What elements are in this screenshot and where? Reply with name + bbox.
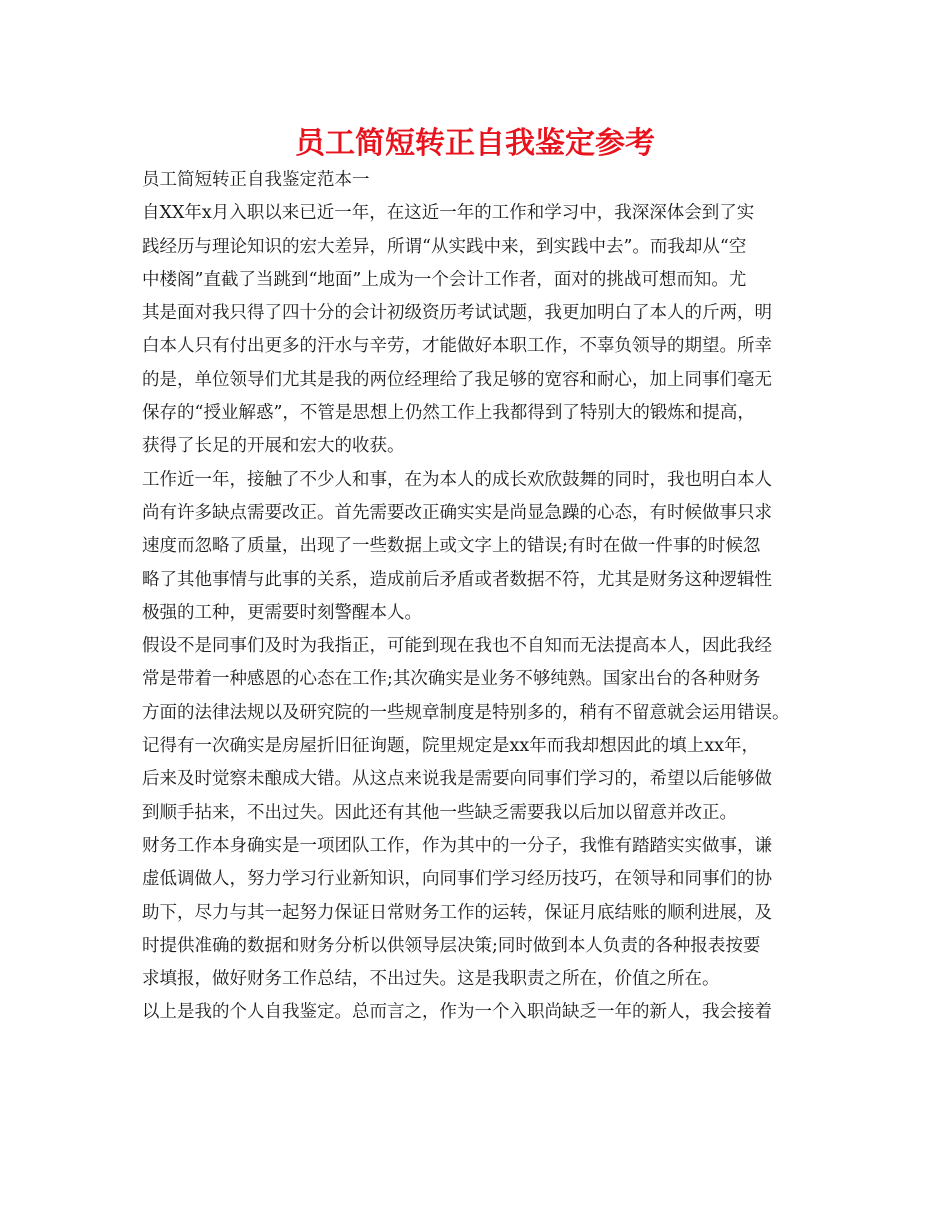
document-body [142,164,814,1030]
body-line: 以上是我的个人自我鉴定。总而言之，作为一个入职尚缺乏一年的新人，我会接着 [142,1002,772,1023]
body-line: 践经历与理论知识的宏大差异，所谓“从实践中来，到实践中去”。而我却从“空 [142,236,747,257]
body-line: 时提供准确的数据和财务分析以供领导层决策;同时做到本人负责的各种报表按要 [142,935,761,956]
body-line: 求填报，做好财务工作总结，不出过失。这是我职责之所在，价值之所在。 [142,969,720,990]
body-line: 自XX年x月入职以来已近一年，在这近一年的工作和学习中，我深深体会到了实 [142,203,755,224]
body-line: 速度而忽略了质量，出现了一些数据上或文字上的错误;有时在做一件事的时候忽 [142,536,761,557]
body-line: 保存的“授业解惑”，不管是思想上仍然工作上我都得到了特别大的锻炼和提高， [142,403,755,424]
body-line: 获得了长足的开展和宏大的收获。 [142,436,405,457]
body-line: 记得有一次确实是房屋折旧征询题，院里规定是xx年而我却想因此的填上xx年， [142,736,759,757]
body-line: 极强的工种，更需要时刻警醒本人。 [142,602,422,623]
body-line: 到顺手拈来，不出过失。因此还有其他一些缺乏需要我以后加以留意并改正。 [142,802,737,823]
body-line: 白本人只有付出更多的汗水与辛劳，才能做好本职工作，不辜负领导的期望。所幸 [142,336,772,357]
body-line: 假设不是同事们及时为我指正，可能到现在我也不自知而无法提高本人，因此我经 [142,636,772,657]
body-line: 方面的法律法规以及研究院的一些规章制度是特别多的，稍有不留意就会运用错误。 [142,702,790,723]
body-line: 略了其他事情与此事的关系，造成前后矛盾或者数据不符，尤其是财务这种逻辑性 [142,569,772,590]
body-line: 尚有许多缺点需要改正。首先需要改正确实实是尚显急躁的心态，有时候做事只求 [142,502,772,523]
body-line: 工作近一年，接触了不少人和事，在为本人的成长欢欣鼓舞的同时，我也明白本人 [142,469,772,490]
body-line: 后来及时觉察未酿成大错。从这点来说我是需要向同事们学习的，希望以后能够做 [142,769,772,790]
body-line: 虚低调做人，努力学习行业新知识，向同事们学习经历技巧，在领导和同事们的协 [142,869,772,890]
body-line: 其是面对我只得了四十分的会计初级资历考试试题，我更加明白了本人的斤两，明 [142,303,772,324]
body-line: 财务工作本身确实是一项团队工作，作为其中的一分子，我惟有踏踏实实做事，谦 [142,835,772,856]
body-line: 的是，单位领导们尤其是我的两位经理给了我足够的宽容和耐心，加上同事们毫无 [142,369,772,390]
document-title: 员工简短转正自我鉴定参考 [295,126,655,161]
body-line: 常是带着一种感恩的心态在工作;其次确实是业务不够纯熟。国家出台的各种财务 [142,669,761,690]
body-line: 助下，尽力与其一起努力保证日常财务工作的运转，保证月底结账的顺利进展，及 [142,902,772,923]
subtitle-line: 员工简短转正自我鉴定范本一 [142,170,370,190]
body-line: 中楼阁”直截了当跳到“地面”上成为一个会计工作者，面对的挑战可想而知。尤 [142,269,747,290]
